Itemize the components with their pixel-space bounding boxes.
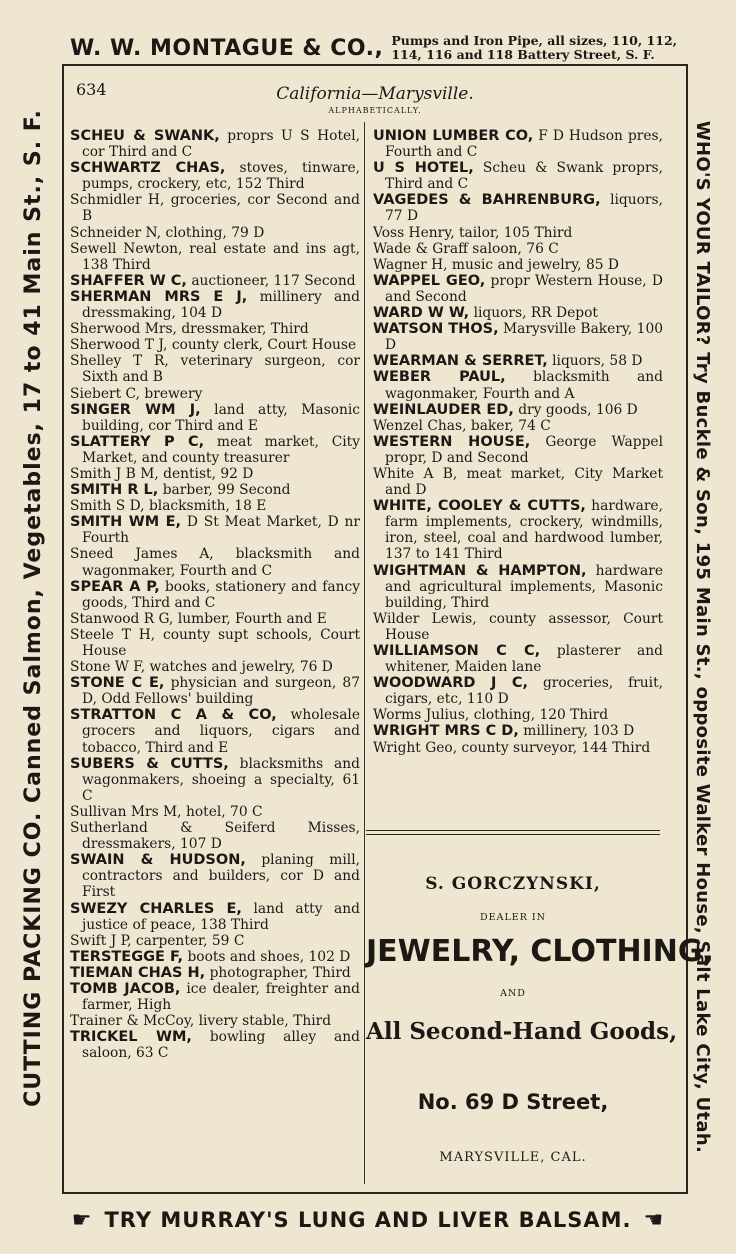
- entry-details: Marysville Bakery, 100 D: [385, 321, 663, 354]
- entry-name: SLATTERY P C,: [70, 433, 205, 450]
- entry-details: blacksmith, 18 E: [148, 498, 267, 515]
- ad-goods-line1: JEWELRY, CLOTHING,: [366, 934, 714, 969]
- entry-name: SMITH R L,: [70, 482, 159, 499]
- running-title: California—Marysville.: [276, 84, 474, 104]
- pointing-hand-icon: ☛: [71, 1207, 93, 1233]
- entry-details: land atty, Masonic building, cor Third and E: [82, 401, 360, 434]
- directory-entry: [70, 627, 360, 659]
- directory-entry: [70, 434, 360, 466]
- entry-name: Sutherland & Seiferd Misses,: [70, 820, 360, 837]
- entry-name: WEARMAN & SERRET,: [373, 353, 548, 370]
- entry-name: TIEMAN CHAS H,: [70, 964, 206, 981]
- entry-name: SHERMAN MRS E J,: [70, 288, 248, 305]
- entry-details: auctioneer, 117 Second: [191, 272, 356, 289]
- entry-details: watches and jewelry, 76 D: [149, 659, 333, 676]
- directory-entry: [70, 1013, 360, 1029]
- directory-entry: [70, 756, 360, 804]
- entry-details: plasterer and whitener, Maiden lane: [385, 643, 663, 676]
- directory-entry: [373, 353, 663, 369]
- column-divider: [364, 122, 365, 1184]
- section-label: ALPHABETICALLY.: [328, 106, 422, 115]
- entry-name: SHAFFER W C,: [70, 272, 187, 289]
- entry-name: Shelley T R,: [70, 353, 169, 370]
- entry-name: STRATTON C A & CO,: [70, 707, 277, 724]
- directory-entry: [373, 563, 663, 611]
- entry-details: baker, 74 C: [470, 417, 551, 434]
- entry-name: VAGEDES & BAHRENBURG,: [373, 192, 601, 209]
- directory-entry: [373, 257, 663, 273]
- entry-details: millinery and dressmaking, 104 D: [82, 288, 360, 322]
- entry-name: Trainer & McCoy,: [70, 1013, 195, 1030]
- entry-name: TRICKEL WM,: [70, 1029, 192, 1046]
- entry-name: Swift J P,: [70, 932, 132, 949]
- entry-name: SMITH WM E,: [70, 514, 182, 531]
- directory-entry: [70, 611, 360, 627]
- entry-name: Stone W F,: [70, 659, 146, 676]
- page-number: 634: [76, 80, 107, 99]
- entry-details: boots and shoes, 102 D: [187, 948, 351, 965]
- directory-entry: [373, 707, 663, 723]
- entry-name: WRIGHT MRS C D,: [373, 723, 519, 740]
- entry-details: meat market, City Market and D: [385, 465, 664, 499]
- left-directory-column: [70, 128, 360, 1061]
- entry-details: hotel, 70 C: [185, 803, 263, 820]
- entry-details: dentist, 92 D: [163, 465, 254, 482]
- ad-dealer-in: DEALER IN: [480, 912, 546, 923]
- entry-details: lumber, Fourth and E: [177, 610, 327, 627]
- entry-name: TOMB JACOB,: [70, 980, 181, 997]
- entry-details: wholesale grocers and liquors, cigars and tobacco, Third and E: [82, 707, 360, 756]
- entry-details: planing mill, contractors and builders, cor D and First: [82, 852, 361, 901]
- directory-entry: [373, 418, 663, 434]
- directory-entry: [373, 402, 663, 418]
- directory-entry: [70, 901, 360, 933]
- entry-name: SPEAR A P,: [70, 578, 160, 595]
- entry-details: county supt schools, Court House: [82, 626, 361, 659]
- top-advertisement-banner: [70, 28, 680, 68]
- bottom-advertisement-banner: [40, 1200, 696, 1240]
- entry-name: WEBER PAUL,: [373, 369, 506, 386]
- directory-entry: [70, 273, 360, 289]
- entry-name: Steele T H,: [70, 626, 156, 643]
- entry-name: SCHWARTZ CHAS,: [70, 160, 226, 177]
- entry-details: brewery: [144, 385, 203, 402]
- directory-entry: [70, 160, 360, 192]
- top-banner-desc-line1: Pumps and Iron Pipe, all sizes, 110, 112,: [391, 33, 677, 48]
- directory-entry: [373, 611, 663, 643]
- directory-entry: [70, 225, 360, 241]
- entry-details: dressmaker, Third: [181, 321, 309, 338]
- directory-entry: [70, 192, 360, 224]
- entry-name: WOODWARD J C,: [373, 675, 529, 692]
- directory-entry: [70, 546, 360, 578]
- entry-name: SINGER WM J,: [70, 401, 201, 418]
- entry-details: livery stable, Third: [198, 1013, 332, 1030]
- pointing-hand-icon: ☚: [643, 1207, 665, 1233]
- entry-details: liquors, 77 D: [385, 192, 663, 225]
- entry-name: Sewell Newton,: [70, 240, 183, 257]
- entry-name: Sherwood T J,: [70, 337, 168, 354]
- entry-name: SCHEU & SWANK,: [70, 128, 220, 144]
- ad-merchant-name: S. GORCZYNSKI,: [425, 874, 601, 894]
- directory-entry: [373, 466, 663, 498]
- entry-name: Voss Henry,: [373, 224, 455, 241]
- directory-entry: [70, 466, 360, 482]
- entry-details: groceries, fruit, cigars, etc, 110 D: [385, 675, 663, 708]
- directory-entry: [373, 241, 663, 257]
- directory-entry: [70, 659, 360, 675]
- entry-name: Worms Julius,: [373, 707, 470, 724]
- directory-entry: [70, 482, 360, 498]
- ad-address: No. 69 D Street,: [417, 1090, 609, 1114]
- entry-details: George Wappel propr, D and Second: [385, 433, 663, 466]
- directory-entry: [373, 498, 663, 562]
- entry-details: tailor, 105 Third: [458, 224, 573, 241]
- entry-name: Sneed James A,: [70, 546, 214, 563]
- directory-entry: [373, 160, 663, 192]
- entry-name: STONE C E,: [70, 675, 165, 692]
- entry-name: Sherwood Mrs,: [70, 321, 177, 338]
- directory-entry: [70, 353, 360, 385]
- entry-details: saloon, 76 C: [472, 240, 559, 257]
- entry-name: Smith S D,: [70, 498, 145, 515]
- entry-details: F D Hudson pres, Fourth and C: [385, 128, 663, 161]
- gorczynski-advertisement: [366, 838, 714, 1188]
- directory-entry: [70, 289, 360, 321]
- right-margin-advertisement: WHO'S YOUR TAILOR? Try Buckle & Son, 195 Main St., opposite Walker House, Salt Lake City, Utah.: [692, 120, 714, 1154]
- directory-entry: [373, 225, 663, 241]
- directory-entry: [70, 498, 360, 514]
- entry-name: Siebert C,: [70, 385, 141, 402]
- entry-details: clothing, 79 D: [165, 224, 265, 241]
- directory-entry: [373, 434, 663, 466]
- directory-entry: [373, 128, 663, 160]
- entry-details: land atty and justice of peace, 138 Third: [82, 900, 360, 933]
- directory-entry: [70, 128, 360, 160]
- directory-entry: [70, 386, 360, 402]
- entry-details: millinery, 103 D: [523, 723, 635, 740]
- directory-entry: [70, 337, 360, 353]
- entry-details: groceries, cor Second and B: [82, 192, 360, 225]
- entry-name: Schmidler H,: [70, 192, 165, 209]
- entry-details: county surveyor, 144 Third: [461, 739, 651, 756]
- directory-entry: [373, 675, 663, 707]
- entry-name: SWAIN & HUDSON,: [70, 852, 246, 869]
- right-directory-column: [373, 128, 663, 756]
- entry-details: barber, 99 Second: [162, 482, 291, 499]
- entry-details: hardware, farm implements, crockery, windmills, iron, steel, coal and hardwood lumber, 137 to 141 Third: [385, 498, 663, 563]
- directory-entry: [70, 579, 360, 611]
- directory-entry: [70, 241, 360, 273]
- entry-details: veterinary surgeon, cor Sixth and B: [82, 353, 360, 386]
- entry-name: White A B,: [373, 465, 458, 482]
- entry-name: SWEZY CHARLES E,: [70, 900, 242, 917]
- entry-details: photographer, Third: [209, 964, 351, 981]
- top-banner-description: [391, 34, 677, 62]
- advertisement-rule-top: [366, 830, 660, 831]
- entry-details: county assessor, Court House: [385, 610, 663, 643]
- entry-name: Smith J B M,: [70, 465, 159, 482]
- directory-entry: [70, 707, 360, 755]
- directory-entry: [373, 643, 663, 675]
- entry-details: proprs U S Hotel, cor Third and C: [82, 128, 360, 161]
- entry-details: physician and surgeon, 87 D, Odd Fellows' building: [82, 675, 360, 708]
- entry-name: TERSTEGGE F,: [70, 948, 184, 965]
- directory-entry: [373, 321, 663, 353]
- entry-details: hardware and agricultural implements, Masonic building, Third: [385, 562, 663, 611]
- entry-name: Schneider N,: [70, 224, 162, 241]
- directory-entry: [70, 402, 360, 434]
- entry-details: books, stationery and fancy goods, Third and C: [82, 578, 360, 611]
- entry-details: Scheu & Swank proprs, Third and C: [385, 160, 663, 193]
- directory-entry: [70, 820, 360, 852]
- entry-details: carpenter, 59 C: [135, 932, 245, 949]
- directory-entry: [373, 369, 663, 401]
- entry-details: blacksmith and wagonmaker, Fourth and C: [82, 546, 360, 579]
- bottom-banner-text: TRY MURRAY'S LUNG AND LIVER BALSAM.: [104, 1208, 632, 1232]
- entry-details: propr Western House, D and Second: [385, 272, 663, 305]
- entry-details: music and jewelry, 85 D: [451, 256, 619, 273]
- ad-and: AND: [500, 988, 526, 999]
- directory-entry: [70, 981, 360, 1013]
- entry-name: U S HOTEL,: [373, 160, 474, 177]
- entry-details: bowling alley and saloon, 63 C: [82, 1029, 360, 1062]
- entry-details: blacksmiths and wagonmakers, shoeing a specialty, 61 C: [82, 755, 360, 804]
- entry-details: blacksmith and wagonmaker, Fourth and A: [385, 369, 663, 402]
- entry-name: WHITE, COOLEY & CUTTS,: [373, 498, 586, 515]
- entry-details: county clerk, Court House: [171, 337, 357, 354]
- entry-details: liquors, 58 D: [552, 353, 643, 370]
- entry-name: SUBERS & CUTTS,: [70, 755, 229, 772]
- entry-name: UNION LUMBER CO,: [373, 128, 534, 144]
- directory-entry: [70, 1029, 360, 1061]
- entry-name: Wade & Graff: [373, 240, 468, 257]
- entry-name: WIGHTMAN & HAMPTON,: [373, 562, 587, 579]
- directory-entry: [70, 675, 360, 707]
- entry-details: dressmakers, 107 D: [82, 836, 222, 853]
- advertisement-rule-bottom: [366, 834, 660, 835]
- directory-entry: [373, 273, 663, 305]
- entry-details: clothing, 120 Third: [473, 707, 609, 724]
- entry-name: Wright Geo,: [373, 739, 458, 756]
- entry-details: real estate and ins agt, 138 Third: [82, 240, 360, 273]
- directory-entry: [70, 321, 360, 337]
- entry-details: stoves, tinware, pumps, crockery, etc, 152 Third: [82, 160, 361, 193]
- directory-entry: [373, 305, 663, 321]
- entry-details: D St Meat Market, D nr Fourth: [82, 514, 360, 547]
- directory-entry: [373, 740, 663, 756]
- entry-name: Stanwood R G,: [70, 610, 174, 627]
- page-header: [72, 78, 678, 122]
- directory-entry: [373, 192, 663, 224]
- entry-name: WESTERN HOUSE,: [373, 433, 531, 450]
- left-margin-advertisement: CUTTING PACKING CO. Canned Salmon, Vegetables, 17 to 41 Main St., S. F.: [20, 109, 46, 1107]
- ad-goods-line2: All Second-Hand Goods,: [366, 1018, 678, 1045]
- entry-name: WEINLAUDER ED,: [373, 401, 514, 418]
- entry-name: WILLIAMSON C C,: [373, 643, 541, 659]
- entry-name: WARD W W,: [373, 305, 470, 322]
- entry-details: ice dealer, freighter and farmer, High: [82, 980, 360, 1014]
- entry-name: WATSON THOS,: [373, 321, 499, 338]
- top-banner-firm: W. W. MONTAGUE & CO.,: [70, 35, 384, 61]
- directory-entry: [70, 949, 360, 965]
- entry-name: Wagner H,: [373, 256, 448, 273]
- entry-name: Wenzel Chas,: [373, 417, 467, 434]
- directory-entry: [70, 933, 360, 949]
- entry-name: WAPPEL GEO,: [373, 272, 486, 289]
- directory-entry: [373, 723, 663, 739]
- entry-name: Wilder Lewis,: [373, 610, 477, 627]
- directory-entry: [70, 514, 360, 546]
- entry-details: meat market, City Market, and county treasurer: [82, 433, 360, 466]
- entry-name: Sullivan Mrs M,: [70, 803, 182, 820]
- entry-details: liquors, RR Depot: [473, 305, 598, 322]
- top-banner-desc-line2: 114, 116 and 118 Battery Street, S. F.: [391, 47, 655, 62]
- entry-details: dry goods, 106 D: [518, 401, 638, 418]
- directory-entry: [70, 965, 360, 981]
- ad-city: MARYSVILLE, CAL.: [439, 1150, 587, 1165]
- directory-entry: [70, 804, 360, 820]
- directory-entry: [70, 852, 360, 900]
